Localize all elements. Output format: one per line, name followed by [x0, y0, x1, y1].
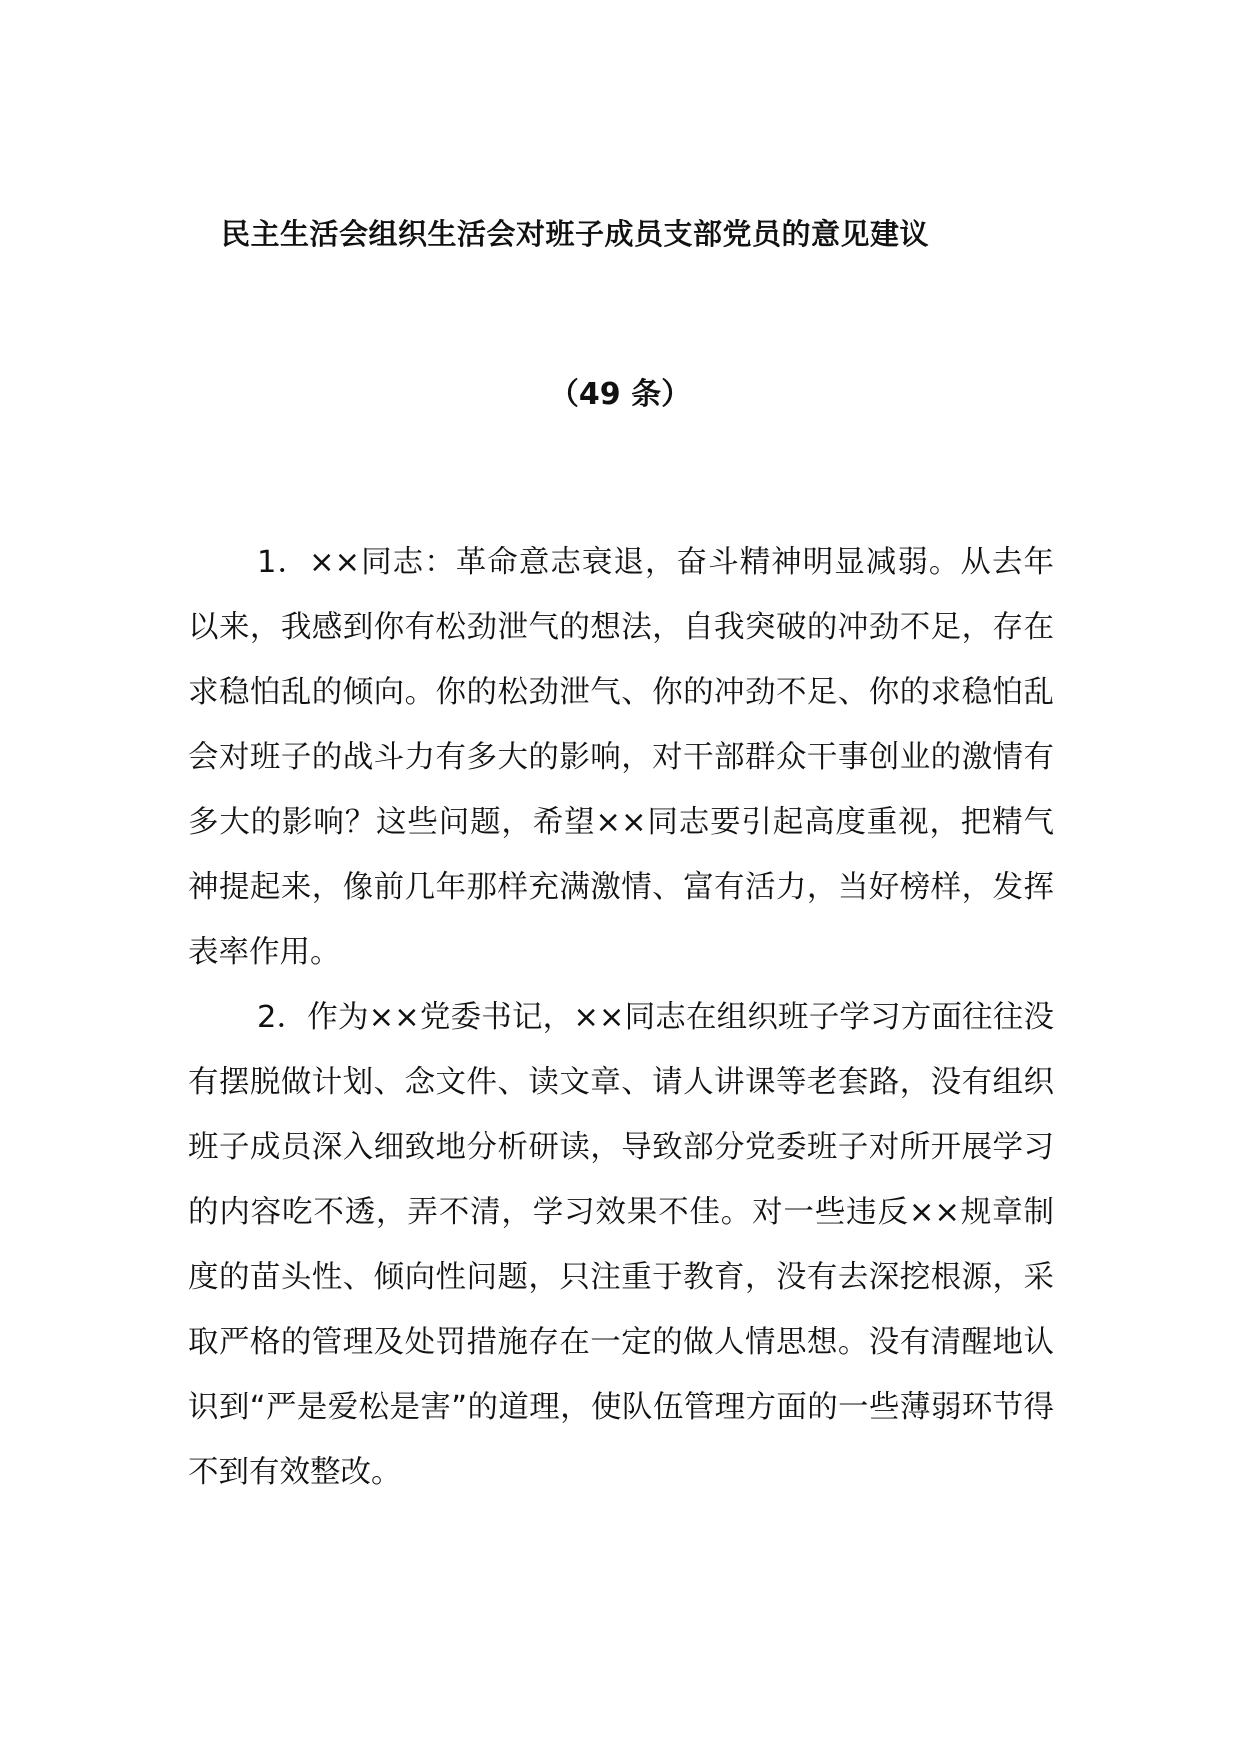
paragraph-2: 2．作为××党委书记，××同志在组织班子学习方面往往没有摆脱做计划、念文件、读文章、请人讲课等老套路，没有组织班子成员深入细致地分析研读，导致部分党委班子对所开展学习的内容吃不透，弄不清，学习效果不佳。对一些违反××规章制度的苗头性、倾向性问题，只注重于教育，没有去深挖根源，采取严格的管理及处罚措施存在一定的做人情思想。没有清醒地认识到“严是爱松是害”的道理，使队伍管理方面的一些薄弱环节得不到有效整改。: [188, 1000, 1054, 1490]
paragraph-1: 1．××同志：革命意志衰退，奋斗精神明显减弱。从去年以来，我感到你有松劲泄气的想法，自我突破的冲劲不足，存在求稳怕乱的倾向。你的松劲泄气、你的冲劲不足、你的求稳怕乱会对班子的战斗力有多大的影响，对干部群众干事创业的激情有多大的影响？这些问题，希望××同志要引起高度重视，把精气神提起来，像前几年那样充满激情、富有活力，当好榜样，发挥表率作用。: [188, 545, 1054, 970]
document-title: 民主生活会组织生活会对班子成员支部党员的意见建议: [220, 217, 929, 251]
document-body: [188, 530, 1054, 1505]
document-subtitle: （49 条）: [548, 377, 692, 412]
